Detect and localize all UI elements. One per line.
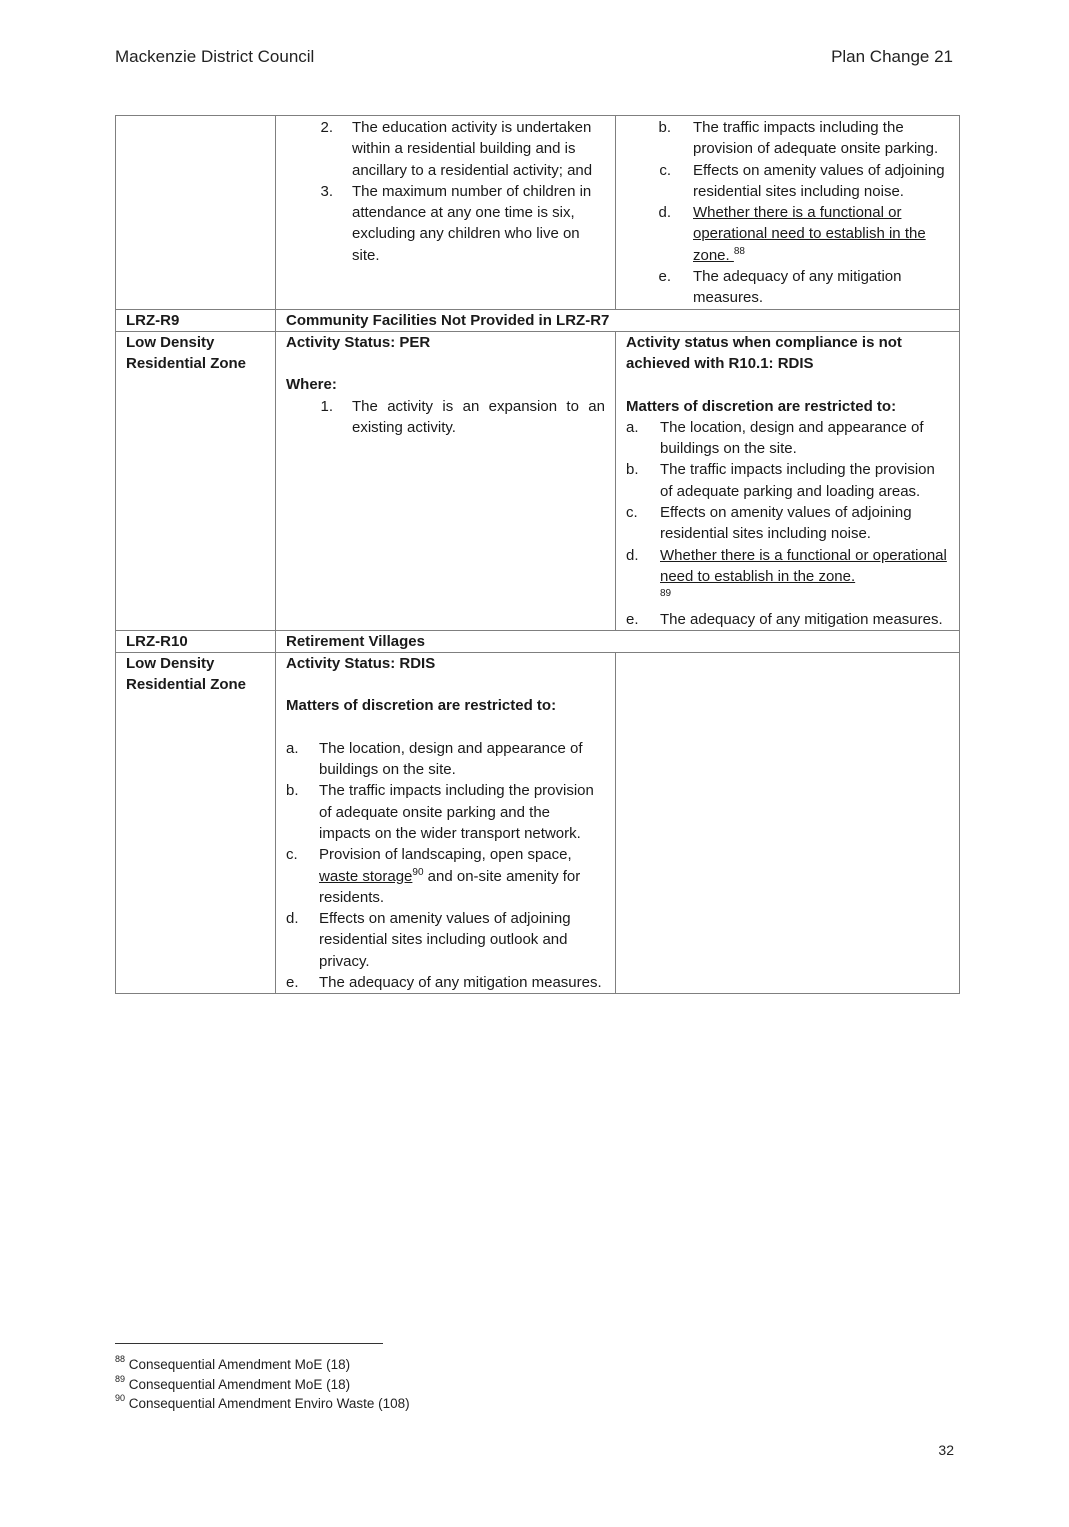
footnote <box>115 1394 410 1414</box>
rule-title: Community Facilities Not Provided in LRZ-R7 <box>276 309 960 331</box>
item-text: The adequacy of any mitigation measures. <box>693 268 902 307</box>
footnote <box>115 1375 410 1395</box>
list-item <box>286 181 605 266</box>
item-text: The adequacy of any mitigation measures. <box>319 973 602 991</box>
conditions-cell <box>276 331 616 630</box>
rule-code: LRZ-R9 <box>116 309 276 331</box>
footnote-ref: 89 <box>660 588 672 600</box>
footnote-ref: 88 <box>733 245 745 257</box>
table-row-r9 <box>116 331 960 630</box>
item-letter: d. <box>658 204 671 222</box>
footnote <box>115 1355 410 1375</box>
list-item <box>626 609 949 630</box>
item-text: The traffic impacts including the provision of adequate parking and loading areas. <box>660 461 935 500</box>
where-label: Where: <box>286 376 337 394</box>
list-item <box>626 266 949 309</box>
item-text: The location, design and appearance of buildings on the site. <box>319 739 583 779</box>
table-row-r9-title <box>116 309 960 331</box>
rules-table <box>115 115 960 994</box>
rule-title: Retirement Villages <box>276 630 960 652</box>
zone-name: Low Density Residential Zone <box>116 331 276 630</box>
footnote-number: 90 <box>115 1393 126 1403</box>
list-item <box>626 160 949 203</box>
list-item <box>626 417 949 460</box>
item-letter: d. <box>286 910 299 928</box>
item-text: and on-site amenity for residents. <box>319 867 581 906</box>
item-number: 2. <box>320 119 333 136</box>
matters-cell <box>616 331 960 630</box>
item-text: The adequacy of any mitigation measures. <box>660 610 943 628</box>
page-number: 32 <box>938 1442 954 1458</box>
item-letter: c. <box>659 161 671 179</box>
list-item <box>626 202 949 266</box>
list-item <box>626 502 949 545</box>
item-number: 3. <box>320 182 333 200</box>
zone-cell-empty <box>116 116 276 310</box>
item-number: 1. <box>320 397 333 415</box>
conditions-cell <box>276 116 616 310</box>
item-text: Effects on amenity values of adjoining residential sites including noise. <box>693 161 945 200</box>
item-letter: d. <box>626 546 639 564</box>
footnote-number: 88 <box>115 1354 126 1364</box>
list-item <box>286 972 605 993</box>
item-letter: b. <box>658 119 671 136</box>
item-letter: a. <box>626 418 639 436</box>
item-letter: e. <box>286 973 299 991</box>
list-item <box>626 545 949 609</box>
list-item <box>286 396 605 439</box>
header-plan-change: Plan Change 21 <box>831 47 953 66</box>
item-letter: c. <box>286 846 298 864</box>
item-text: The traffic impacts including the provision of adequate onsite parking. <box>693 119 939 158</box>
matters-cell <box>616 116 960 310</box>
item-letter: a. <box>286 739 299 757</box>
footnote-ref: 90 <box>412 866 424 878</box>
matters-cell-empty <box>616 653 960 994</box>
table-row-continued <box>116 116 960 310</box>
item-text: The location, design and appearance of buildings on the site. <box>660 418 924 458</box>
table-row-r10-title <box>116 630 960 652</box>
matters-heading: Matters of discretion are restricted to: <box>626 397 897 415</box>
item-letter: e. <box>658 268 671 286</box>
matters-heading: Matters of discretion are restricted to: <box>286 697 557 715</box>
item-text: Effects on amenity values of adjoining residential sites including outlook and privacy. <box>319 910 571 970</box>
item-text: The maximum number of children in attendance at any one time is six, excluding any children who live on site. <box>352 182 592 264</box>
item-text: Provision of landscaping, open space, <box>319 846 572 864</box>
amendment-text: waste storage <box>319 867 413 885</box>
item-letter: c. <box>626 504 638 522</box>
item-text: The traffic impacts including the provision of adequate onsite parking and the impacts on the wider transport network. <box>319 782 594 842</box>
footnote-text: Consequential Amendment MoE (18) <box>125 1357 351 1372</box>
zone-name: Low Density Residential Zone <box>116 653 276 994</box>
item-letter: b. <box>286 782 299 800</box>
footnote-divider <box>115 1343 383 1344</box>
conditions-cell <box>276 653 616 994</box>
footnote-text: Consequential Amendment MoE (18) <box>125 1376 351 1392</box>
list-item <box>286 780 605 844</box>
list-item <box>626 117 949 160</box>
item-text: The activity is an expansion to an existing activity. <box>352 397 605 436</box>
list-item <box>286 738 605 781</box>
amendment-text: Whether there is a functional or operational need to establish in the zone. <box>660 546 947 585</box>
item-text: Effects on amenity values of adjoining residential sites including noise. <box>660 504 912 543</box>
footnote-number: 89 <box>115 1373 126 1384</box>
list-item <box>286 908 605 972</box>
activity-status: Activity Status: PER <box>286 333 431 351</box>
item-letter: b. <box>626 461 639 479</box>
activity-status: Activity Status: RDIS <box>286 655 436 673</box>
item-letter: e. <box>626 610 639 628</box>
list-item <box>286 844 605 908</box>
table-row-r10 <box>116 653 960 994</box>
footnotes <box>115 1355 410 1414</box>
list-item <box>626 459 949 502</box>
footnote-text: Consequential Amendment Enviro Waste (108) <box>125 1396 410 1411</box>
list-item <box>286 117 605 181</box>
item-text: The education activity is undertaken within a residential building and is ancillary to a residential activity; and <box>352 119 593 179</box>
header-council: Mackenzie District Council <box>115 47 315 66</box>
rule-code: LRZ-R10 <box>116 630 276 652</box>
amendment-text: Whether there is a functional or operational need to establish in the zone. <box>693 204 926 264</box>
non-compliance-status: Activity status when compliance is not achieved with R10.1: RDIS <box>626 333 902 373</box>
